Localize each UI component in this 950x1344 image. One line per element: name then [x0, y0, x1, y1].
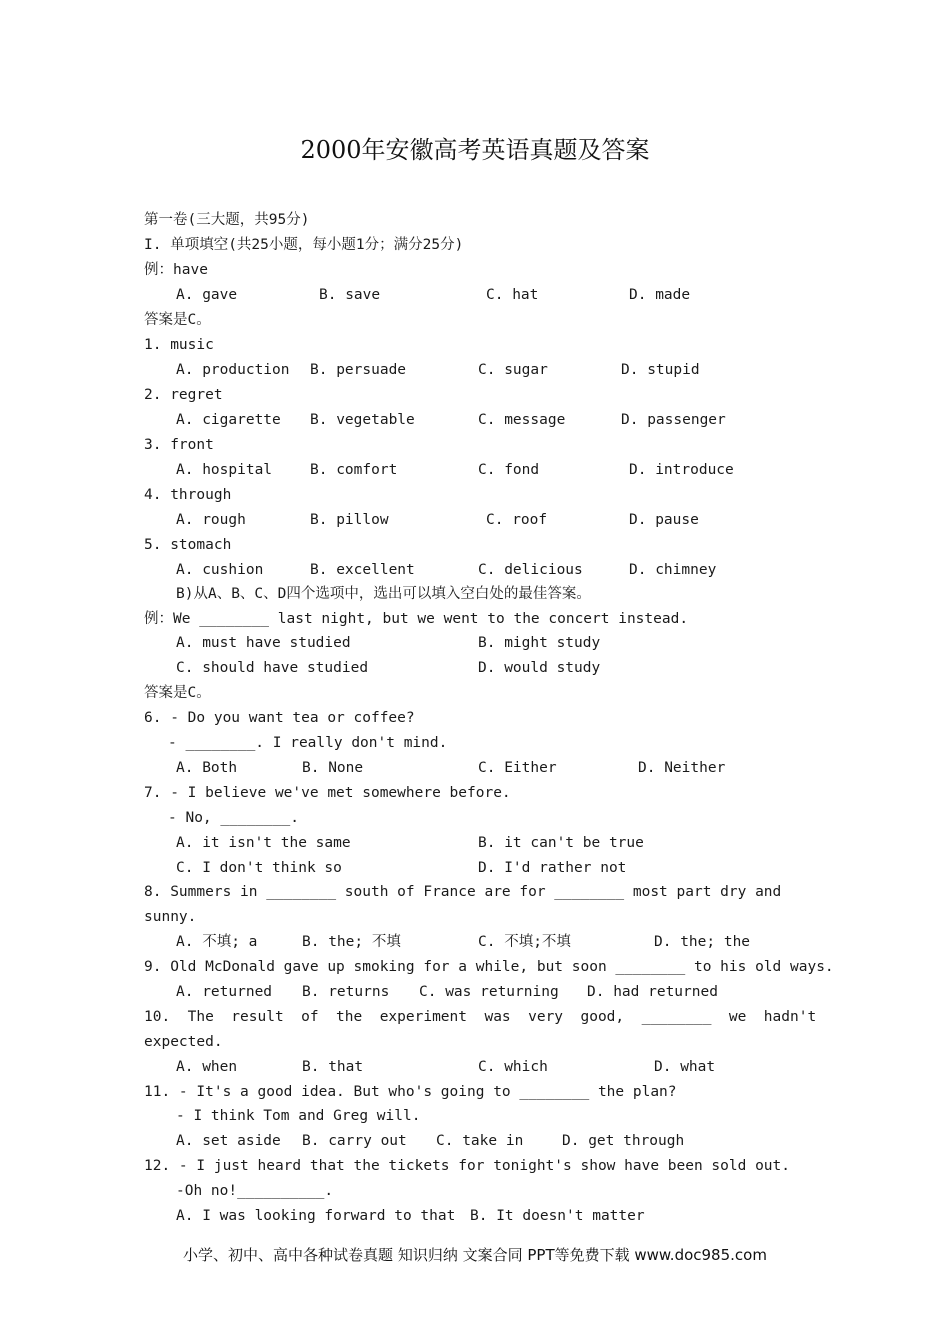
option-text: C. hat — [486, 287, 539, 303]
text-line: A. must have studied — [176, 635, 351, 651]
option-text: C. message — [478, 412, 566, 428]
text-line: expected. — [144, 1034, 223, 1050]
text-line: A. hospital — [176, 462, 273, 478]
option-text: D. made — [629, 287, 691, 303]
text-line: 4. through — [144, 487, 232, 503]
option-text: D. pause — [629, 512, 699, 528]
text-line: A. Both — [176, 760, 238, 776]
text-line: 1. music — [144, 337, 214, 353]
text-line: C. I don't think so — [176, 860, 342, 876]
page-title: 2000年安徽高考英语真题及答案 — [300, 136, 650, 164]
option-text: C. was returning — [419, 984, 559, 1000]
option-text: C. sugar — [478, 362, 548, 378]
option-text: B. None — [302, 760, 364, 776]
text-line: 例：We ________ last night, but we went to the concert instead. — [144, 611, 689, 627]
option-text: D. get through — [562, 1133, 685, 1149]
page-footer: 小学、初中、高中各种试卷真题 知识归纳 文案合同 PPT等免费下载 www.doc985.com — [183, 1246, 767, 1264]
text-line: A. it isn't the same — [176, 835, 351, 851]
text-line: A. I was looking forward to that — [176, 1208, 456, 1224]
text-line: - ________. I really don't mind. — [168, 735, 448, 751]
option-text: B. that — [302, 1059, 364, 1075]
option-text: B. the; 不填 — [302, 934, 401, 950]
text-line: 5. stomach — [144, 537, 232, 553]
option-text: B. might study — [478, 635, 601, 651]
text-line: sunny. — [144, 909, 197, 925]
text-line: A. when — [176, 1059, 238, 1075]
option-text: B. It doesn't matter — [470, 1208, 645, 1224]
option-text: C. which — [478, 1059, 548, 1075]
option-text: B. excellent — [310, 562, 415, 578]
option-text: C. 不填;不填 — [478, 934, 571, 950]
text-line: 例：have — [144, 262, 208, 278]
text-line: 答案是C。 — [144, 685, 211, 701]
option-text: D. what — [654, 1059, 716, 1075]
text-line: 第一卷(三大题，共95分) — [144, 212, 310, 228]
option-text: B. carry out — [302, 1133, 407, 1149]
text-line: 11. - It's a good idea. But who's going to ________ the plan? — [144, 1084, 677, 1100]
option-text: D. Neither — [638, 760, 726, 776]
text-line: 12. - I just heard that the tickets for tonight's show have been sold out. — [144, 1158, 791, 1174]
option-text: D. would study — [478, 660, 601, 676]
option-text: C. Either — [478, 760, 557, 776]
text-line: A. cushion — [176, 562, 264, 578]
text-line: A. production — [176, 362, 290, 378]
text-line: 8. Summers in ________ south of France are for ________ most part dry and — [144, 884, 782, 900]
text-line: 9. Old McDonald gave up smoking for a while, but soon ________ to his old ways. — [144, 959, 834, 975]
option-text: C. take in — [436, 1133, 524, 1149]
option-text: C. roof — [486, 512, 548, 528]
text-line: 7. - I believe we've met somewhere before. — [144, 785, 511, 801]
text-line: 2. regret — [144, 387, 223, 403]
text-line: 6. - Do you want tea or coffee? — [144, 710, 415, 726]
option-text: B. pillow — [310, 512, 389, 528]
text-line: 3. front — [144, 437, 214, 453]
option-text: D. had returned — [587, 984, 718, 1000]
text-line: A. gave — [176, 287, 238, 303]
option-text: B. it can't be true — [478, 835, 644, 851]
text-line: 10. The result of the experiment was very good, ________ we hadn't — [144, 1009, 817, 1025]
text-line: A. set aside — [176, 1133, 281, 1149]
option-text: D. I'd rather not — [478, 860, 627, 876]
text-line: B)从A、B、C、D四个选项中，选出可以填入空白处的最佳答案。 — [176, 586, 591, 602]
option-text: C. fond — [478, 462, 540, 478]
text-line: - I think Tom and Greg will. — [176, 1108, 421, 1124]
option-text: B. vegetable — [310, 412, 415, 428]
option-text: C. delicious — [478, 562, 583, 578]
option-text: D. the; the — [654, 934, 751, 950]
text-line: -Oh no!__________. — [176, 1183, 334, 1199]
text-line: A. 不填; a — [176, 934, 258, 950]
option-text: D. chimney — [629, 562, 717, 578]
text-line: A. returned — [176, 984, 273, 1000]
option-text: B. comfort — [310, 462, 398, 478]
text-line: A. cigarette — [176, 412, 281, 428]
option-text: B. returns — [302, 984, 390, 1000]
option-text: B. persuade — [310, 362, 407, 378]
option-text: D. introduce — [629, 462, 734, 478]
option-text: B. save — [319, 287, 381, 303]
text-line: A. rough — [176, 512, 246, 528]
option-text: D. stupid — [621, 362, 700, 378]
text-line: 答案是C。 — [144, 312, 211, 328]
text-line: I. 单项填空(共25小题，每小题1分；满分25分) — [144, 237, 464, 253]
text-line: C. should have studied — [176, 660, 369, 676]
option-text: D. passenger — [621, 412, 726, 428]
text-line: - No, ________. — [168, 810, 299, 826]
